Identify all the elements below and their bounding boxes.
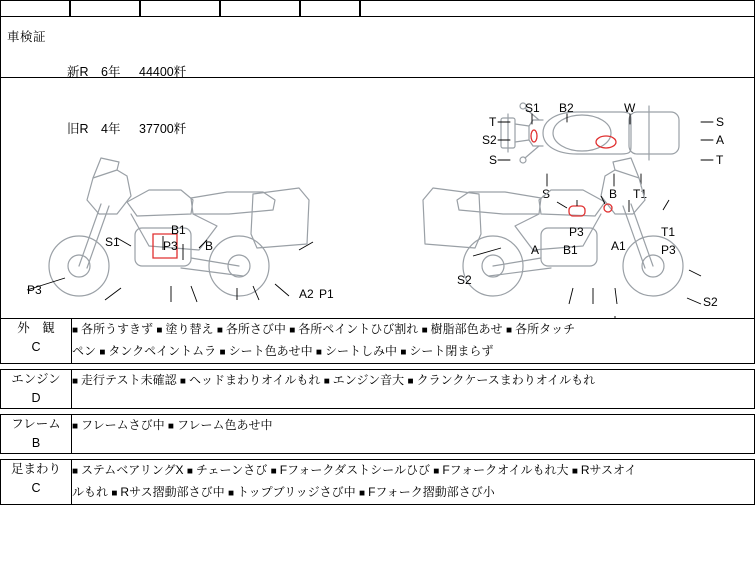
svg-text:B1: B1	[171, 223, 186, 237]
condition-item: 各所タッチ	[515, 322, 576, 336]
svg-text:S1: S1	[105, 235, 120, 249]
condition-item: ステムベアリングX	[81, 463, 184, 477]
svg-text:A: A	[531, 243, 540, 257]
bullet-icon: ■	[99, 347, 106, 358]
svg-text:P1: P1	[319, 287, 334, 301]
bullet-icon: ■	[359, 488, 366, 499]
right-view-damage-marks	[569, 204, 612, 216]
svg-text:B: B	[609, 187, 618, 201]
bullet-icon: ■	[289, 325, 296, 336]
condition-item: Fフォークオイルもれ大	[442, 463, 569, 477]
bullet-icon: ■	[72, 466, 79, 477]
condition-item: 各所さび中	[225, 322, 286, 336]
condition-line	[72, 319, 754, 341]
bullet-icon: ■	[186, 466, 193, 477]
condition-line	[72, 482, 754, 504]
condition-item: 走行テスト未確認	[81, 373, 177, 387]
svg-text:S: S	[489, 153, 498, 167]
condition-item: ペン	[72, 344, 97, 358]
condition-items-chassis	[72, 460, 755, 505]
top-table-strip	[0, 0, 755, 17]
condition-row-engine	[1, 370, 755, 409]
category-grade: D	[31, 391, 41, 405]
condition-line	[72, 415, 754, 437]
bullet-icon: ■	[400, 347, 407, 358]
svg-text:S2: S2	[457, 273, 472, 287]
condition-row-frame	[1, 415, 755, 454]
svg-text:S1: S1	[525, 101, 540, 115]
condition-item: フレーム色あせ中	[176, 418, 273, 432]
bullet-icon: ■	[421, 325, 428, 336]
condition-item: シート色あせ中	[228, 344, 313, 358]
bullet-icon: ■	[219, 347, 226, 358]
damage-diagram-area	[0, 78, 755, 318]
bullet-icon: ■	[506, 325, 513, 336]
svg-text:P3: P3	[661, 243, 676, 257]
inspection-years: 6年	[101, 65, 121, 79]
left-view-label-texts	[27, 223, 334, 318]
svg-text:B2: B2	[559, 101, 574, 115]
inspection-kind: 旧R	[67, 122, 89, 136]
bullet-icon: ■	[72, 376, 79, 387]
condition-item: チェーンさび	[195, 463, 268, 477]
condition-item: 樹脂部色あせ	[430, 322, 503, 336]
inspection-label: 車検証	[7, 30, 47, 44]
inspection-distance: 44400粁	[139, 65, 187, 79]
svg-text:S2: S2	[703, 295, 718, 309]
bullet-icon: ■	[167, 421, 174, 432]
damage-diagrams	[1, 78, 754, 318]
bullet-icon: ■	[111, 488, 118, 499]
svg-text:T1: T1	[661, 225, 676, 239]
svg-text:T1: T1	[633, 187, 648, 201]
condition-item: フレームさび中	[81, 418, 165, 432]
top-cell	[300, 0, 360, 17]
condition-items-exterior	[72, 319, 755, 364]
bullet-icon: ■	[270, 466, 277, 477]
condition-category-chassis	[1, 460, 72, 505]
bullet-icon: ■	[315, 347, 322, 358]
inspection-kind: 新R	[67, 65, 89, 79]
inspection-distance: 37700粁	[139, 122, 187, 136]
svg-text:P3: P3	[163, 239, 178, 253]
category-label: フレーム	[11, 417, 61, 431]
condition-item: Fフォークダストシールひび	[279, 463, 430, 477]
condition-item: トップブリッジさび中	[236, 485, 356, 499]
condition-item: シート閉まらず	[409, 344, 494, 358]
condition-item: シートしみ中	[324, 344, 397, 358]
top-cell	[70, 0, 140, 17]
svg-text:S: S	[716, 115, 725, 129]
svg-text:S: S	[542, 187, 551, 201]
category-grade: C	[31, 340, 41, 354]
condition-item: Rサスオイ	[580, 463, 637, 477]
bullet-icon: ■	[216, 325, 223, 336]
svg-text:A: A	[716, 133, 725, 147]
svg-text:A1: A1	[611, 239, 626, 253]
svg-text:P3: P3	[569, 225, 584, 239]
svg-text:P3: P3	[27, 283, 42, 297]
svg-text:S2: S2	[482, 133, 497, 147]
condition-item: 各所うすきず	[81, 322, 154, 336]
condition-item: ヘッドまわりオイルもれ	[188, 373, 321, 387]
condition-item: Rサス摺動部さび中	[120, 485, 225, 499]
condition-item: クランクケースまわりオイルもれ	[416, 373, 596, 387]
condition-row-chassis	[1, 460, 755, 505]
category-grade: C	[31, 481, 41, 495]
bullet-icon: ■	[323, 376, 330, 387]
condition-line	[72, 341, 754, 363]
bullet-icon: ■	[433, 466, 440, 477]
top-cell	[0, 0, 70, 17]
left-side-view-bike	[27, 158, 313, 318]
svg-text:B1: B1	[563, 243, 578, 257]
condition-item: Fフォーク摺動部さび小	[368, 485, 495, 499]
svg-text:T: T	[716, 153, 724, 167]
svg-text:W: W	[624, 101, 636, 115]
condition-table	[0, 318, 755, 505]
condition-line	[72, 460, 754, 482]
top-cell	[360, 0, 755, 17]
bullet-icon: ■	[227, 488, 234, 499]
svg-text:T: T	[489, 115, 497, 129]
bullet-icon: ■	[72, 421, 79, 432]
category-label: エンジン	[11, 372, 61, 386]
condition-category-exterior	[1, 319, 72, 364]
top-cell	[220, 0, 300, 17]
condition-row-exterior	[1, 319, 755, 364]
condition-category-engine	[1, 370, 72, 409]
category-label: 足まわり	[10, 462, 61, 476]
top-cell	[140, 0, 220, 17]
condition-item: 各所ペイントひび割れ	[298, 322, 419, 336]
svg-text:A2: A2	[299, 287, 314, 301]
bullet-icon: ■	[407, 376, 414, 387]
bullet-icon: ■	[72, 325, 79, 336]
bullet-icon: ■	[179, 376, 186, 387]
condition-items-engine	[72, 370, 755, 409]
bullet-icon: ■	[156, 325, 163, 336]
condition-item: タンクペイントムラ	[108, 344, 217, 358]
bullet-icon: ■	[571, 466, 578, 477]
condition-line	[72, 370, 754, 392]
condition-category-frame	[1, 415, 72, 454]
condition-items-frame	[72, 415, 755, 454]
condition-item: ルもれ	[72, 485, 109, 499]
inspection-years: 4年	[101, 122, 121, 136]
condition-item: エンジン音大	[332, 373, 405, 387]
svg-text:B: B	[205, 239, 214, 253]
category-grade: B	[31, 436, 41, 450]
condition-item: 塗り替え	[165, 322, 214, 336]
category-label: 外 観	[17, 321, 55, 335]
